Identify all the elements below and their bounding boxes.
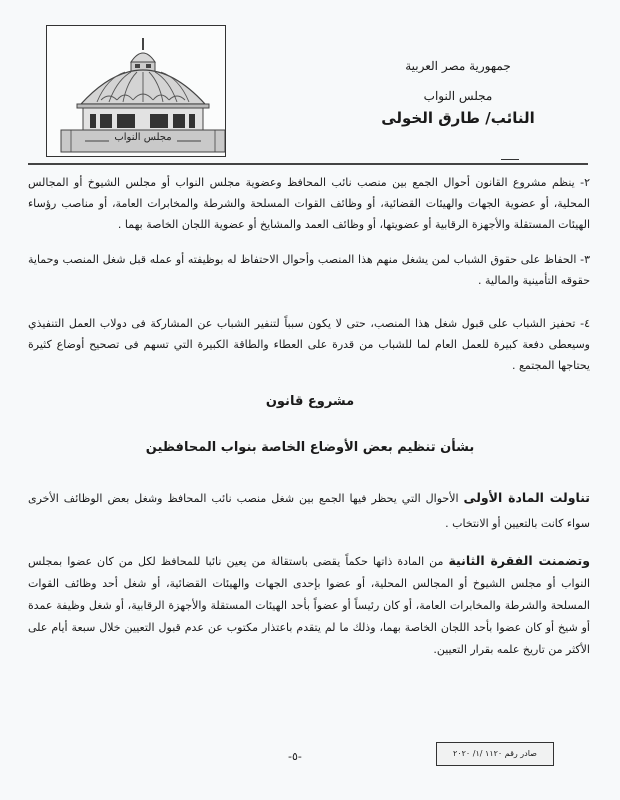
article-1-text: الأحوال التي يحظر فيها الجمع بين شغل منصب نائب المحافظ وشغل بعض الوظائف الأخرى سواء كانت بالتعيين أو الانتخاب . [28,492,590,530]
letterhead [358,58,558,128]
bill-title: مشروع قانون [265,394,355,409]
header-underline [501,159,519,160]
institution-name: مجلس النواب [423,89,493,103]
article-2 [28,550,590,661]
article-1-lead: تناولت المادة الأولى [463,490,590,505]
logo-caption: مجلس النواب [114,132,172,143]
bill-subtitle: بشأن تنظيم بعض الأوضاع الخاصة بنواب المحافظين [145,440,475,455]
point-2: ٢- ينظم مشروع القانون أحوال الجمع بين منصب نائب المحافظ وعضوية مجلس النواب أو مجلس الشيوخ أو المجالس المحلية، أو عضوية الجهات والهيئات القضائية، أو وظائف القوات المسلحة والشرطة والمخابرات العامة، أو مناصب رؤساء الهيئات المستقلة والأجهزة الرقابية أو عضويتها، أو وظائف العمد والمشايخ أو عضوية اللجان الخاصة بهما . [28,176,590,231]
article-1 [28,485,590,536]
article-2-lead: وتضمنت الفقرة الثانية [448,553,590,568]
point-3: ٣- الحفاظ على حقوق الشباب لمن يشغل منهم هذا المنصب وأحوال الاحتفاظ له بوظيفته أو عمله قبل شغل المنصب وحماية حقوقه التأمينية والمالية . [28,253,590,287]
issue-stamp: صادر رقم ١١٢٠ /١/ ٢٠٢٠ [436,742,554,766]
parliament-logo [46,25,226,157]
country-name: جمهورية مصر العربية [405,59,511,73]
header-divider [28,163,588,165]
member-name: النائب/ طارق الخولى [381,109,535,127]
article-2-text: من المادة ذاتها حكماً يقضى باستقالة من يعين نائبا للمحافظ لكل من كان عضوا بمجلس النواب أو مجلس الشيوخ أو المجالس المحلية، أو عضوا بإحدى الجهات والهيئات القضائية، أو شغل أحد وظائف القوات المسلحة والشرطة والمخابرات العامة، أو كان رئيساً أو عضواً بأحد الهيئات المستقلة والأجهزة الرقابية، أو شغل وظيفة عمدة أو شيخ أو كان عضوا بأحد اللجان الخاصة بهما، وذلك ما لم يتقدم باعتذار مكتوب عن عدم قبول التعيين خلال سبعة أيام على الأكثر من تاريخ علمه بقرار التعيين. [28,555,590,656]
point-4: ٤- تحفيز الشباب على قبول شغل هذا المنصب، حتى لا يكون سبباً لتنفير الشباب عن المشاركة فى دولاب العمل التنفيذي وسيعطى دفعة كبيرة للعمل العام لما للشباب من قدرة على العطاء والطاقة الكبيرة التي تسهم فى تصحيح أوضاع كثيرة يحتاجها المجتمع . [28,317,590,372]
page-number: -٥- [288,750,302,763]
